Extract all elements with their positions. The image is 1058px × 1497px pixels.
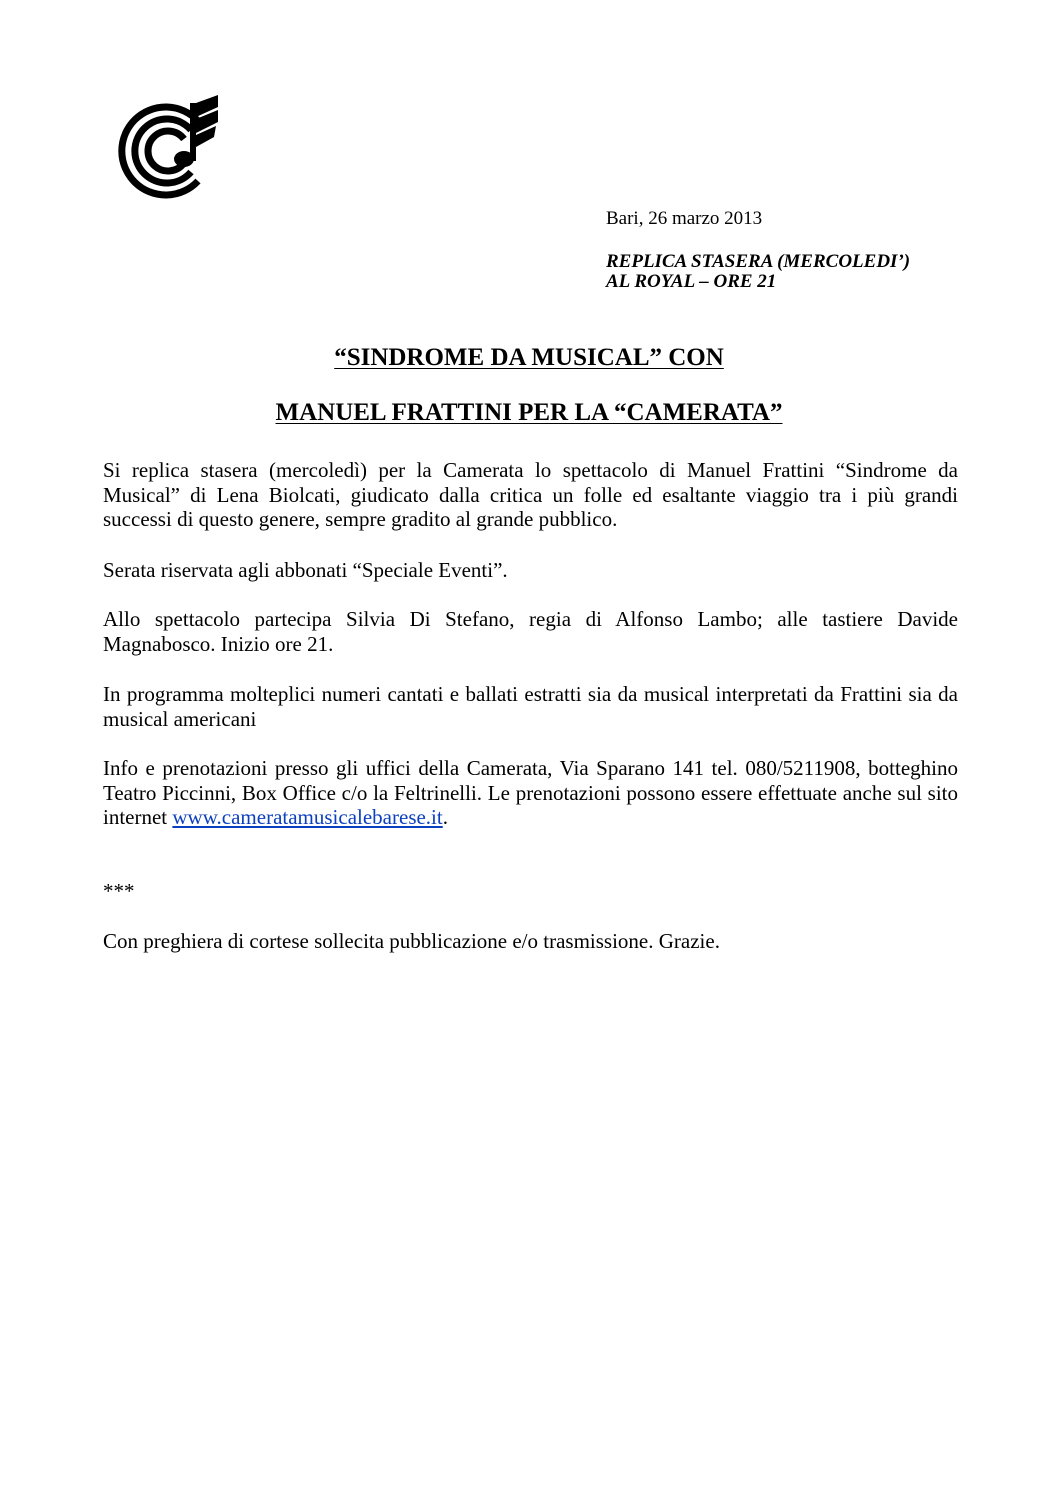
- paragraph-info: [103, 756, 958, 830]
- info-text: Info e prenotazioni presso gli uffici della Camerata, Via Sparano 141 tel. 080/5211908, botteghino Teatro Piccinni, Box Office c/o la Feltrinelli. Le prenotazioni possono essere effettuate anche sul sito internet: [103, 756, 958, 829]
- closing-note: Con preghiera di cortese sollecita pubblicazione e/o trasmissione. Grazie.: [103, 929, 720, 953]
- paragraph-cast: Allo spettacolo partecipa Silvia Di Stefano, regia di Alfonso Lambo; alle tastiere Davide Magnabosco. Inizio ore 21.: [103, 607, 958, 656]
- subhead-line-2: AL ROYAL – ORE 21: [606, 271, 777, 292]
- subhead-line-1: REPLICA STASERA (MERCOLEDI’): [606, 251, 911, 272]
- title-line-1: “SINDROME DA MUSICAL” CON: [334, 344, 724, 371]
- dateline: Bari, 26 marzo 2013: [606, 208, 763, 229]
- website-link[interactable]: www.cameratamusicalebarese.it: [172, 805, 443, 829]
- event-subhead: [606, 252, 910, 292]
- title-line-2: MANUEL FRATTINI PER LA “CAMERATA”: [275, 399, 783, 426]
- paragraph-programme: In programma molteplici numeri cantati e ballati estratti sia da musical interpretati da Frattini sia da musical americani: [103, 682, 958, 731]
- info-end: .: [442, 805, 448, 829]
- separator: ***: [103, 879, 135, 903]
- camerata-logo-icon: [118, 95, 222, 207]
- paragraph-intro: Si replica stasera (mercoledì) per la Camerata lo spettacolo di Manuel Frattini “Sindrome da Musical” di Lena Biolcati, giudicato dalla critica un folle ed esaltante viaggio tra i più grandi successi di questo genere, sempre gradito al grande pubblico.: [103, 458, 958, 531]
- paragraph-reserved: Serata riservata agli abbonati “Speciale Eventi”.: [103, 558, 508, 582]
